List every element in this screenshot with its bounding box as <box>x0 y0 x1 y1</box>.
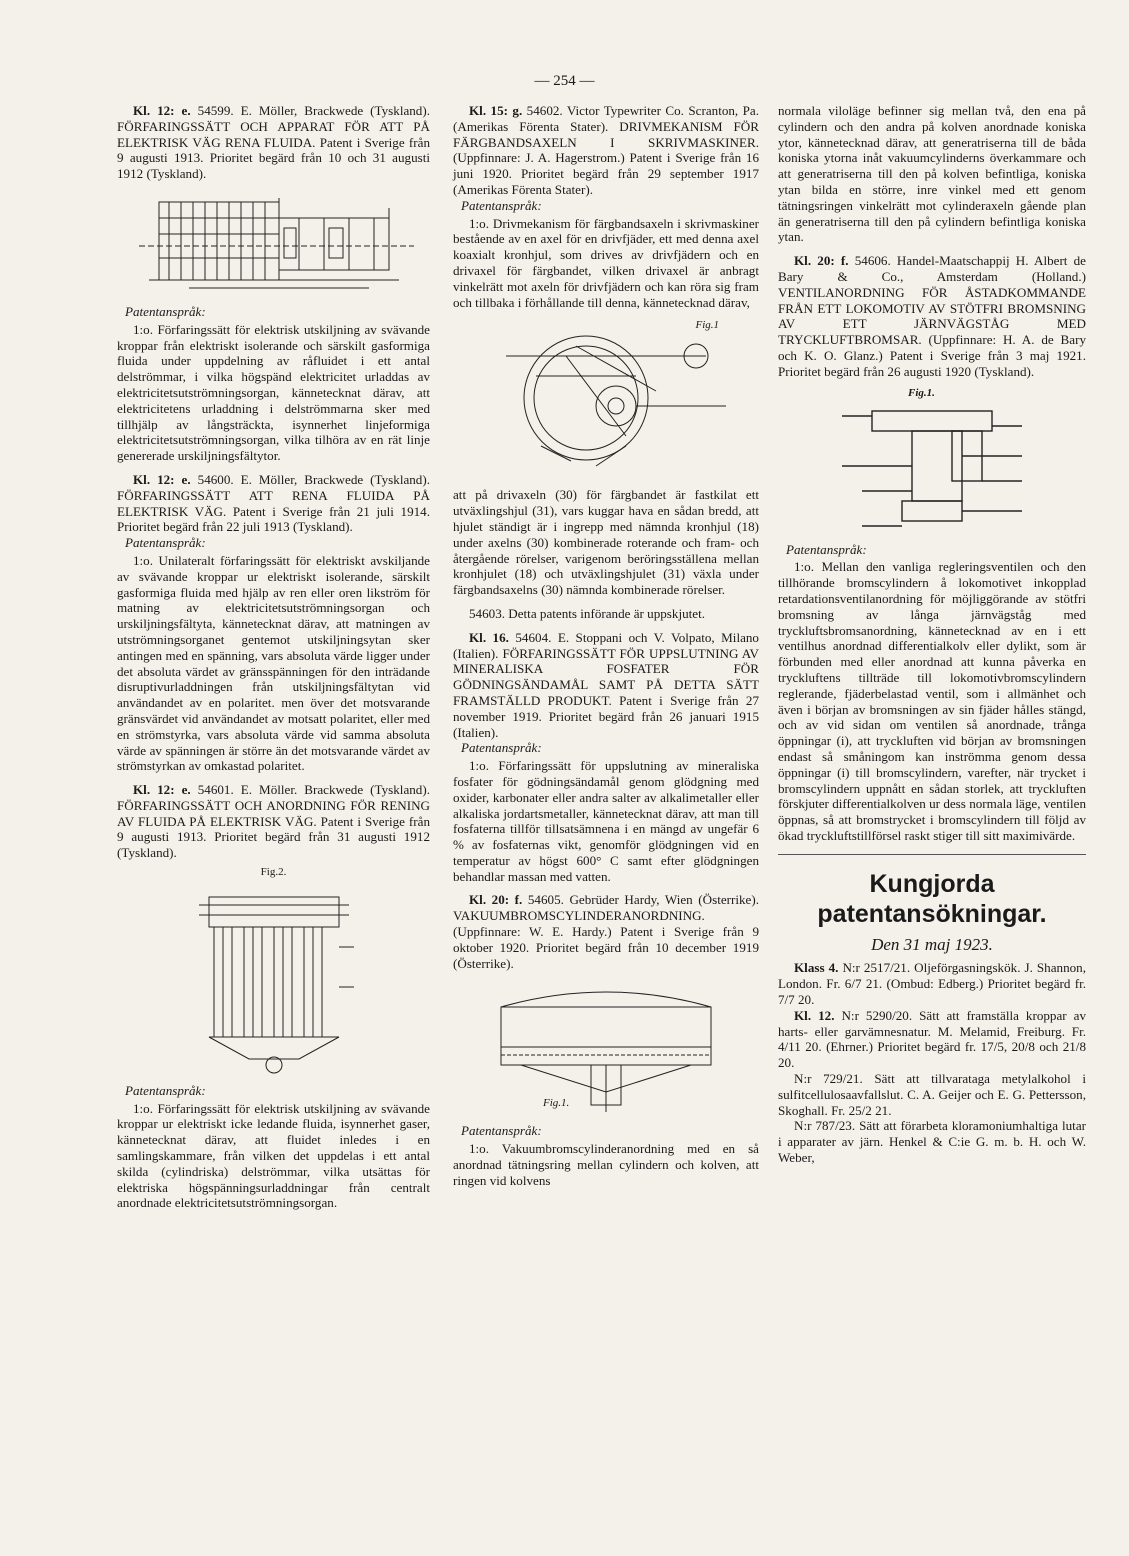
application-text: N:r 2517/21. Oljeförgasningskök. J. Shannon, London. Fr. 6/7 21. (Ombud: Edberg.) Prioritet begärd fr. 7/7 20. <box>778 960 1087 1008</box>
claim-label: Patentanspråk: <box>461 740 542 756</box>
claim-label: Patentanspråk: <box>125 303 206 319</box>
patent-figure-electrostatic-apparatus <box>129 188 419 298</box>
class-label: Kl. 12. <box>794 1007 835 1023</box>
column-1 <box>117 103 430 1219</box>
claim-text: 1:o. Förfaringssätt för elektrisk utskiljning av svävande kroppar ur elektriskt icke ledande fluida, isynnerhet gaser, kännetecknat därav, att fluidet inledes i en samlingskammare, från vilken det uppdelas i ett antal skilda (cylindriska) delströmmar, vilka utsättas för elektriska högspänningsurladdningar från centralt anordnade elektricitetsutströmningsorgan. <box>117 1100 430 1211</box>
patent-text: 54599. E. Möller, Brackwede (Tyskland). FÖRFARINGSSÄTT OCH APPARAT FÖR ATT PÅ ELEKTRISK VÄG RENA FLUIDA. Patent i Sverige från 9 augusti 1913. Prioritet begärd från 10 och 31 augusti 1912 (Tyskland). <box>117 103 430 182</box>
patent-entry-54603 <box>453 606 759 622</box>
class-label: Kl. 12: e. <box>133 471 191 487</box>
class-label: Kl. 16. <box>469 629 509 645</box>
class-label: Kl. 20: f. <box>469 892 523 908</box>
patent-text: 54601. E. Möller. Brackwede (Tyskland). FÖRFARINGSSÄTT OCH ANORDNING FÖR RENING AV FLUIDA PÅ ELEKTRISK VÄG. Patent i Sverige från 9 augusti 1913. Prioritet begärd från 31 augusti 1912 (Tyskland). <box>117 782 430 861</box>
patent-text: 54606. Handel-Maatschappij H. Albert de Bary & Co., Amsterdam (Holland.) VENTILANORDNING FÖR ÅSTADKOMMANDE FRÅN ETT LOKOMOTIV AV STÖTFRI BROMSNING AV ETT JÄRNVÄGSTÅG MED TRYCKLUFTBROMSAR. (Uppfinnare: H. A. de Bary och K. O. Glanz.) Patent i Sverige från 3 maj 1921. Prioritet begärd från 26 augusti 1920 (Tyskland). <box>778 253 1086 379</box>
application-text: N:r 5290/20. Sätt att framställa kroppar av harts- eller garvämnesnatur. M. Melamid, Freiburg. Fr. 4/11 20. (Ehrner.) Prioritet begärd fr. 17/5, 20/8 och 21/8 20. <box>778 1007 1086 1071</box>
application-text: N:r 729/21. Sätt att tillvarataga metylalkohol i sulfitcellulosaavfallslut. C. A. Geijer och E. G. Pettersson, Skoghall. Fr. 25/2 21. <box>778 1071 1086 1118</box>
claim-text-continued: normala viloläge befinner sig mellan två, den ena på cylindern och den andra på kolven anordnade koniska ytor, kännetecknad därav, att generatriserna till de båda koniska ytorna inåt vakuumcylinderns överkammare och att generatriserna till den på kolven befintliga, koniska ytan bilda en större, inre vinkel med ett genom tätningsringen vinkelrätt mot cylinderaxeln gående plan än generatriserna till den på cylindern befintliga koniska ytan. <box>778 103 1086 245</box>
section-heading: Kungjorda patentansökningar. <box>817 869 1047 928</box>
class-label: Kl. 15: g. <box>469 103 523 118</box>
claim-label: Patentanspråk: <box>125 1082 206 1098</box>
claim-text: 1:o. Förfaringssätt för uppslutning av mineraliska fosfater för gödningsändamål genom glödgning med oxider, karbonater eller andra salter av alkalimetaller eller alkaliska jordartsmetaller, kännetecknat därav, att man till fosfaterna tillför tillsatsämnena i en mängd av ungefär 6 % av fosfaternas vikt, genomför glödgningen vid en temperatur av högst 600° C samt efter glödgningen behandlar massan med vatten. <box>453 758 759 884</box>
patent-figure-cylindrical-separator <box>189 887 359 1077</box>
claim-label: Patentanspråk: <box>461 1123 542 1139</box>
claim-text: 1:o. Drivmekanism för färgbandsaxeln i skrivmaskiner bestående av en axel för en drivfjäder, ett med denna axel koaxialt kronhjul, som drives av drivfjädern och en drivaxel för färgbandet, vilken drivaxel är anbragt vinkelrätt mot axeln för drivfjädern och kan röra sig fram och tillbaka i förhållande till denna, kännetecknad därav, <box>453 215 759 310</box>
patent-figure-vacuum-cylinder <box>481 977 731 1117</box>
column-3 <box>778 103 1086 1166</box>
claim-text: 1:o. Vakuumbromscylinderanordning med en så anordnad tätningsring mellan cylindern och kolven, att ringen vid kolvens <box>453 1141 759 1188</box>
application-text: N:r 787/23. Sätt att förarbeta kloramoniumhaltiga lutar i apparater av järn. Henkel & C:ie G. m. b. H. och W. Weber, <box>778 1118 1086 1166</box>
claim-label: Patentanspråk: <box>461 197 542 213</box>
page-number: — 254 — <box>534 73 595 89</box>
figure-caption: Fig.1. <box>908 386 935 399</box>
claim-text: 1:o. Unilateralt förfaringssätt för elektriskt avskiljande av svävande kroppar ur elektriskt isolerande, särskilt gasformiga fluida med hjälp av ren eller oren likström för matning av elektricitetsutströmningsorgan och urskiljningsfältyta, kännetecknat därav, att matningen av utströmningsorganet gentemot utskiljningsytan sker antingen med en spänning, vars absoluta värde ligger under det absoluta värdet av gränsspänningen för den inträdande disruptivurladdningen från utskiljningsfältytan vid användandet av en polaritet. men över det motsvarande gränsvärdet vid användandet av motsatt polaritet, eller med en strömstyrka, vars absoluta värde vid samma absoluta värde av spänningen är större än det motsvarande värdet av strömstyrkan av omkastad polaritet. <box>117 552 430 774</box>
patent-entry-54604 <box>453 630 759 885</box>
patent-entry-54601 <box>117 782 430 1211</box>
claim-label: Patentanspråk: <box>125 535 206 551</box>
patent-entry-54600 <box>117 472 430 774</box>
patent-figure-ribbon-drive <box>476 316 736 481</box>
patent-text: 54602. Victor Typewriter Co. Scranton, Pa. (Amerikas Förenta Stater). DRIVMEKANISM FÖR FÄRGBANDSAXELN I SKRIVMASKINER. (Uppfinnare: J. A. Hagerstrom.) Patent i Sverige från 16 juni 1920. Prioritet begärd från 29 september 1917 (Amerikas Förenta Stater). <box>453 103 759 197</box>
section-date: Den 31 maj 1923. <box>871 934 993 954</box>
class-label: Kl. 20: f. <box>794 253 849 269</box>
class-label: Kl. 12: e. <box>133 103 191 118</box>
patent-entry-54605 <box>453 892 759 1188</box>
class-label: Kl. 12: e. <box>133 782 191 798</box>
claim-text: 1:o. Förfaringssätt för elektrisk utskiljning av svävande kroppar från elektriskt isolerande och särskilt gasformiga fluida under uppdelning av råfluidet i ett antal delströmmar, i vilka högspänd elektricitet urladdas av elektricitetsutströmningsorgan, kännetecknat därav, att elektricitetens urladdning i delströmmarna sker med tillhjälp av långsträckta, isynnerhet linjeformiga elektricitetsutströmningsorgan, vilka tilhöra av en rät linje genererade urskiljningsfältytor. <box>117 321 430 464</box>
claim-text: 1:o. Mellan den vanliga regleringsventilen och den tillhörande bromscylindern å lokomotivet inkopplad retardationsventilanordning för möjliggörande av stötfri bromsning av långa järnvägståg med tryckluftsbromsanordning, kännetecknad av en i ett ventilhus anordnad differentialkolv eller dylikt, som är förbunden med eller anordnad att kunna påverka en tryckluftens tillträde till lokomotivbromscylindern reglerande, fjäderbelastad ventil, som i allmänhet och även i början av bromsningen av sin fjäder hålles stängd, och av vid sidan om ventilen så anordnade, trånga öppningar (i), att tryckluften vid början av bromsningen endast så småningom kan inströmma genom dessa öppningar (i) till bromscylindern, varefter, när trycket i bromscylindern uppnått en sådan storlek, att tryckluften förskjuter differentialkolven ur dess normala läge, ventilen öppnas, så att bromstrycket i bromscylindern till följd av ökad tryckluftstillförsel raskt stiger till sitt maximivärde. <box>778 559 1086 843</box>
patent-text: 54605. Gebrüder Hardy, Wien (Österrike). VAKUUMBROMSCYLINDERANORDNING. (Uppfinnare: W. E. Hardy.) Patent i Sverige från 9 oktober 1920. Prioritet begärd från 10 december 1919 (Österrike). <box>453 892 760 971</box>
figure-caption: Fig.2. <box>260 866 287 879</box>
patent-entry-54602 <box>453 103 759 598</box>
patent-entry-54599 <box>117 103 430 464</box>
patent-figure-valve-arrangement <box>822 386 1042 536</box>
claim-continuation <box>778 103 1086 245</box>
figure-caption: Fig.1. <box>543 1096 570 1109</box>
patent-text: 54600. E. Möller, Brackwede (Tyskland). FÖRFARINGSSÄTT ATT RENA FLUIDA PÅ ELEKTRISK VÄG. Patent i Sverige från 21 juli 1914. Prioritet begärd från 22 juli 1913 (Tyskland). <box>117 471 430 535</box>
section-divider <box>778 854 1086 855</box>
class-label: Klass 4. <box>794 960 839 976</box>
claim-label: Patentanspråk: <box>786 541 867 557</box>
patent-text: 54603. Detta patents införande är uppskjutet. <box>469 605 705 621</box>
application-list <box>778 960 1086 1165</box>
figure-caption: Fig.1 <box>695 319 719 332</box>
claim-text-continued: att på drivaxeln (30) för färgbandet är fastkilat ett utväxlingshjul (31), vars kuggar hava en sådan bredd, att hjulet ständigt är i ingrepp med nämnda kronhjul (18) under axelns (30) kombinerade roterande och fram- och återgående rörelser, varigenom beröringsställena mellan kronhjulet (18) och utväxlingshjulet (31) växla under färgbandsaxelns (30) nämnda kombinerade rörelser. <box>453 487 759 598</box>
column-2 <box>453 103 759 1197</box>
patent-text: 54604. E. Stoppani och V. Volpato, Milano (Italien). FÖRFARINGSSÄTT FÖR UPPSLUTNING AV MINERALISKA FOSFATER FÖR GÖDNINGSÄNDAMÅL SAMT PÅ DETTA SÄTT FRAMSTÄLLD PRODUKT. Patent i Sverige från 27 november 1919. Prioritet begärd från 26 januari 1915 (Italien). <box>453 629 759 740</box>
patent-entry-54606 <box>778 253 1086 844</box>
